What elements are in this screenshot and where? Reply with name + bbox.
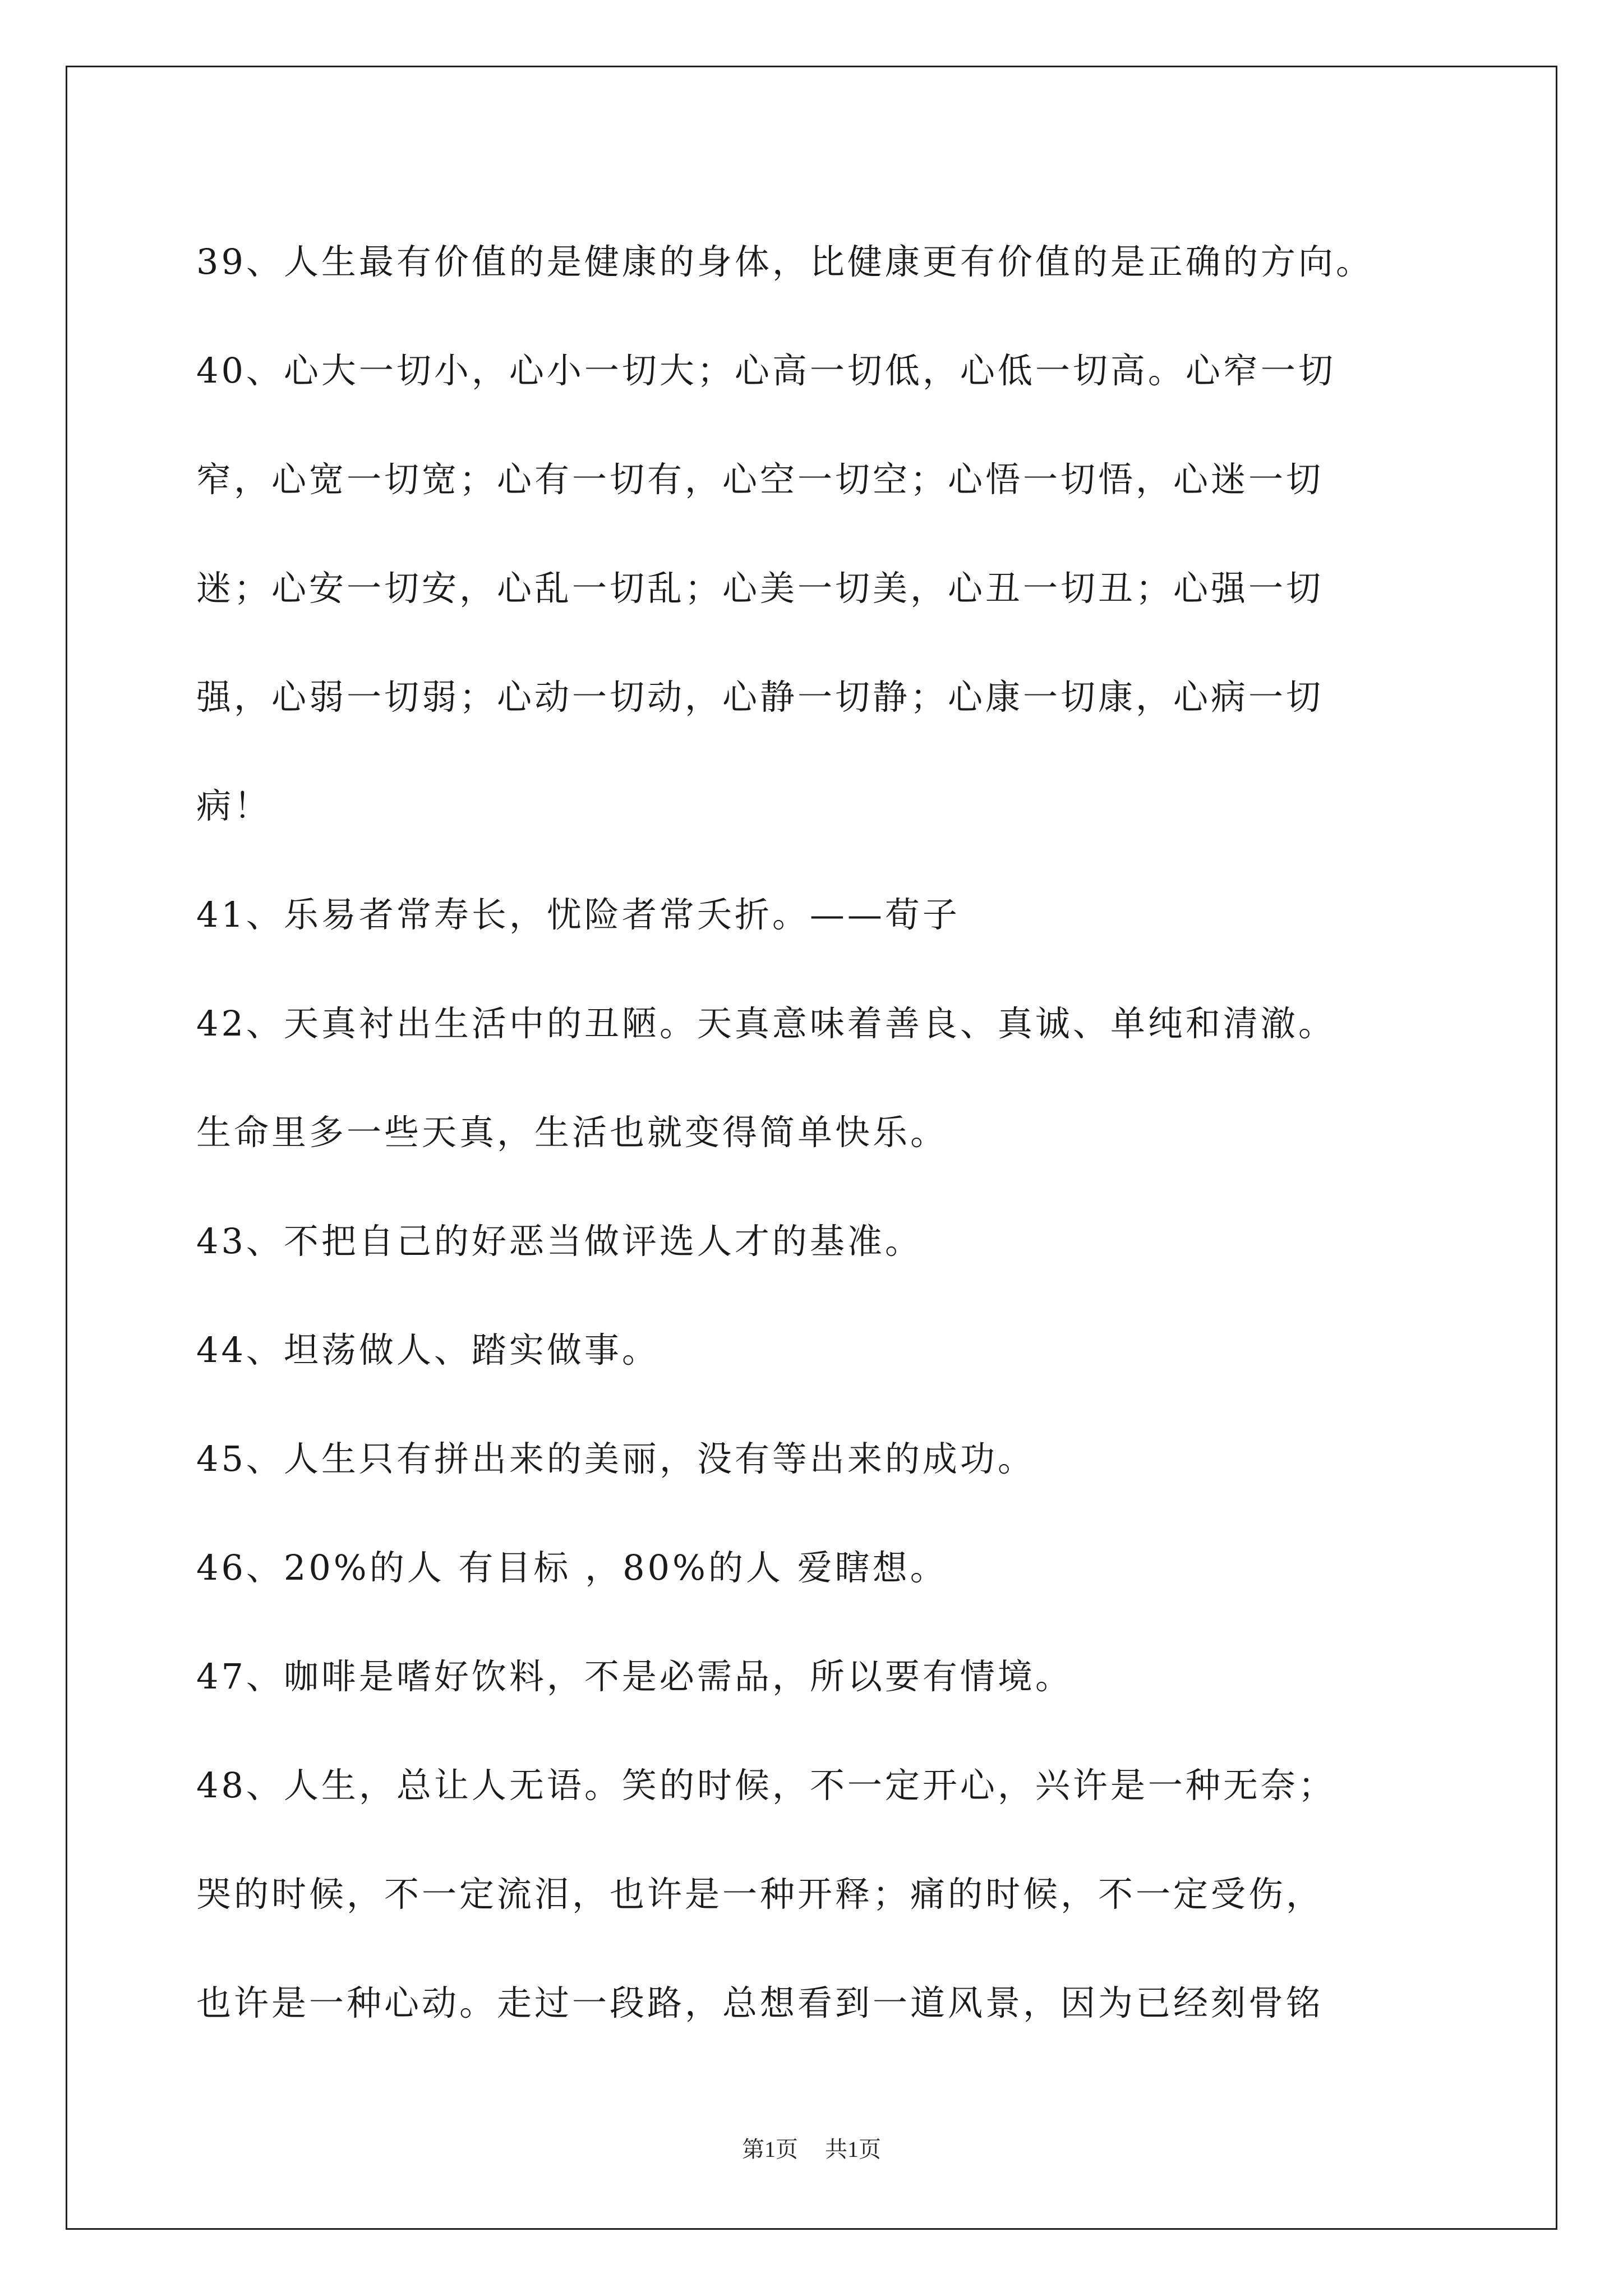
text-line: 43、不把自己的好恶当做评选人才的基准。 (196, 1221, 923, 1262)
text-line: 46、20%的人 有目标 ，80%的人 爱瞎想。 (196, 1547, 948, 1588)
text-line: 迷；心安一切安，心乱一切乱；心美一切美，心丑一切丑；心强一切 (196, 568, 1324, 609)
text-line: 45、人生只有拼出来的美丽，没有等出来的成功。 (196, 1438, 1035, 1479)
text-line: 42、天真衬出生活中的丑陋。天真意味着善良、真诚、单纯和清澈。 (196, 1003, 1336, 1044)
page-footer (0, 2132, 1623, 2164)
text-line: 病！ (196, 785, 272, 826)
text-line: 39、人生最有价值的是健康的身体，比健康更有价值的是正确的方向。 (196, 241, 1373, 282)
text-line: 40、心大一切小，心小一切大；心高一切低，心低一切高。心窄一切 (196, 350, 1336, 391)
text-line: 生命里多一些天真，生活也就变得简单快乐。 (196, 1112, 948, 1153)
text-line: 44、坦荡做人、踏实做事。 (196, 1329, 660, 1370)
text-line: 哭的时候，不一定流泪，也许是一种开释；痛的时候，不一定受伤， (196, 1874, 1324, 1915)
text-line: 48、人生，总让人无语。笑的时候，不一定开心，兴许是一种无奈； (196, 1765, 1336, 1806)
page-number-total: 共1页 (825, 2137, 881, 2162)
text-line: 也许是一种心动。走过一段路，总想看到一道风景，因为已经刻骨铭 (196, 1982, 1324, 2023)
document-body (196, 208, 1441, 2058)
text-line: 41、乐易者常寿长，忧险者常夭折。——荀子 (196, 894, 960, 935)
text-line: 强，心弱一切弱；心动一切动，心静一切静；心康一切康，心病一切 (196, 677, 1324, 717)
text-line: 窄，心宽一切宽；心有一切有，心空一切空；心悟一切悟，心迷一切 (196, 459, 1324, 500)
page-number-current: 第1页 (742, 2137, 798, 2162)
text-line: 47、咖啡是嗜好饮料，不是必需品，所以要有情境。 (196, 1656, 1073, 1697)
